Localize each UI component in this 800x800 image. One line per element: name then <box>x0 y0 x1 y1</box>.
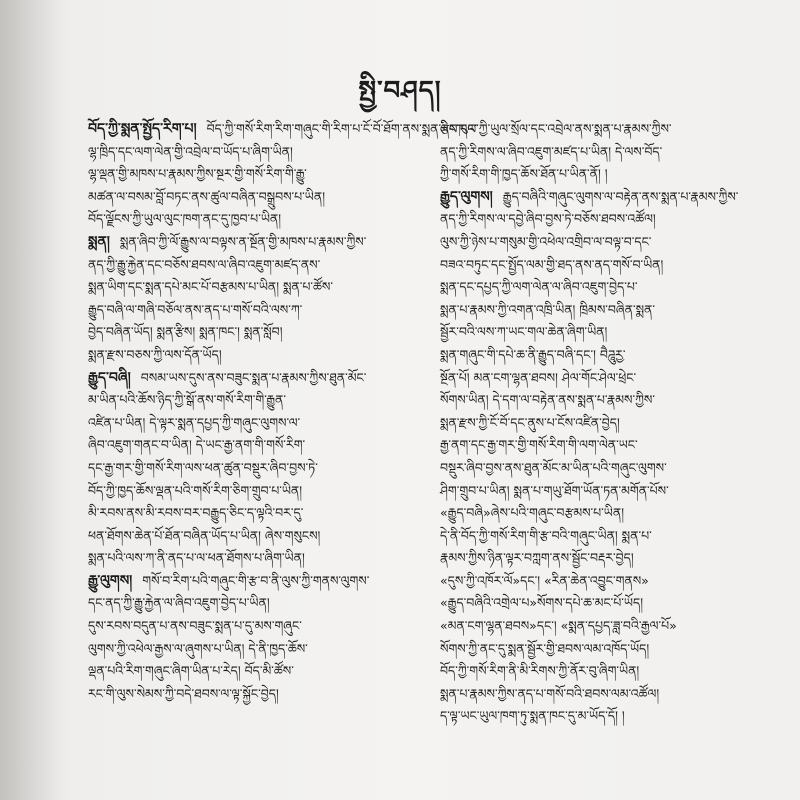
text-line: «རྒྱུད་བཞིའི་འགྲེལ་པ»སོགས་དཔེ་ཆ་མང་པོ་ཡོད། <box>440 595 644 611</box>
text-line: སོགས་ཡིན། དེ་དག་ལ་བརྟེན་ནས་སྨན་པ་རྣམས་ཀྱིས་ <box>440 392 655 408</box>
text-line: སྨན་རྫས་ཀྱི་ངོ་བོ་དང་ནུས་པ་ངོས་འཛིན་བྱེད། <box>440 414 620 430</box>
text-line: ནད་ཀྱི་རྒྱུ་རྐྱེན་དང་བཅོས་ཐབས་ལ་ཞིབ་འཇུག་མཛད་ནས་ <box>88 256 321 272</box>
text-line: ཤིག་གྲུབ་པ་ཡིན། སྨན་པ་གཡུ་ཐོག་ཡོན་ཏན་མགོན་པོས་ <box>440 482 669 498</box>
text-line: སྨན་དང་དཔྱད་ཀྱི་ལག་ལེན་ལ་ཞིབ་འཇུག་བྱེད་པ་ <box>440 279 638 295</box>
text-line: «དུས་ཀྱི་འཁོར་ལོ»དང་། «རིན་ཆེན་འབྱུང་གནས» <box>440 572 649 588</box>
section-heading: རྒྱུད་ལུགས། <box>440 188 493 205</box>
text-line: ལྷ་ལྡན་གྱི་མཁས་པ་རྣམས་ཀྱིས་སྔར་གྱི་གསོ་རིག་གི་རྒྱུ་ <box>88 166 307 182</box>
section-heading: རྒྱུ་ལུགས། <box>88 572 133 589</box>
text-line: སྦྱོར་བའི་ལས་ཀ་ཡང་གལ་ཆེན་ཞིག་ཡིན། <box>440 324 608 340</box>
section-heading: སྨན། <box>88 233 110 250</box>
text-line: ནད་ཀྱི་རིགས་ལ་དབྱེ་ཞིབ་བྱས་ཏེ་བཅོས་ཐབས་འཚོལ། <box>440 211 656 227</box>
text-line: བོད་ཀྱི་སྨན་སྤྱོད་རིག་པ། བོད་ཀྱི་གསོ་རིག་རིག་གཞུང་གི་རིག་པ་ངོ་བོ་ཐོག་ནས་སྨན་རྩིས་དང་ <box>88 121 478 137</box>
text-line: སྔོན་པོ། མན་ངག་ལྷན་ཐབས། ཤེལ་གོང་ཤེལ་ཕྲེང་ <box>440 369 637 385</box>
right-column <box>440 118 780 788</box>
text-line: ཞིང་ཁུལ་ཀྱི་ཡུལ་སྲོལ་དང་འབྲེལ་ནས་སྨན་པ་རྣམས་ཀྱིས་ <box>440 121 672 136</box>
text-line: རྒྱུད་བཞི་ལ་གཞི་བཅོལ་ནས་ནད་པ་གསོ་བའི་ལས་ཀ་ <box>88 301 303 317</box>
text-line: «རྒྱུད་བཞི»ཞེས་པའི་གཞུང་བརྩམས་པ་ཡིན། <box>440 505 624 521</box>
text-line: ལུས་ཀྱི་ཉེས་པ་གསུམ་གྱི་འཕེལ་འགྲིབ་ལ་བལྟ་བ་དང་ <box>440 233 652 249</box>
text-line: བྱེད་བཞིན་ཡོད། སྨན་རྩིས། སྨན་ཁང་། སྨན་སློབ། <box>88 324 283 340</box>
text-line: ཞིབ་འཇུག་གནང་བ་ཡིན། དེ་ཡང་རྒྱ་ནག་གི་གསོ་རིག་ <box>88 437 306 453</box>
text-line: རྒྱུ་ལུགས། གསོ་བ་རིག་པའི་གཞུང་གི་རྩ་བ་ནི་ལུས་ཀྱི་གནས་ལུགས་ <box>88 572 370 589</box>
text-line: ད་ལྟ་ཡང་ཡུལ་ཁག་ཏུ་སྨན་ཁང་དུ་མ་ཡོད་དོ། ། <box>440 708 625 724</box>
text-line: རྣམས་ཀྱིས་ཉིན་ལྟར་བཀླག་ནས་སྦྱོང་བརྡར་བྱེད། <box>440 550 634 566</box>
text-line: སྨན་ཡིག་དང་སྨན་དཔེ་མང་པོ་བརྩམས་པ་ཡིན། སྨན་པ་ཚོས་ <box>88 279 333 295</box>
text-line: རྒྱ་ནག་དང་རྒྱ་གར་གྱི་གསོ་རིག་གི་ལག་ལེན་ཡང་ <box>440 437 638 453</box>
text-line: དུས་རབས་བདུན་པ་ནས་བཟུང་སྨན་པ་དུ་མས་གཞུང་ <box>88 618 302 634</box>
text-line: སྨན་པའི་ལས་ཀ་ནི་ནད་པ་ལ་ཕན་ཐོགས་པ་ཞིག་ཡིན། <box>88 550 305 566</box>
text-line: ལུགས་ཀྱི་འཕེལ་རྒྱས་ལ་ཞུགས་པ་ཡིན། དེ་ནི་ཁྱད་ཆོས་ <box>88 640 308 656</box>
text-line: བོད་ཀྱི་ཁྱད་ཆོས་ལྡན་པའི་གསོ་རིག་ཅིག་གྲུབ་པ་ཡིན། <box>88 482 303 498</box>
text-line: «མན་ངག་ལྷན་ཐབས»དང་། «སྨན་དཔྱད་ཟླ་བའི་རྒྱལ་པོ» <box>440 618 677 634</box>
text-line: མི་རབས་ནས་མི་རབས་བར་བརྒྱུད་ཅིང་ད་ལྟའི་བར་དུ་ <box>88 505 304 521</box>
text-line: རྒྱུད་བཞི། བསམ་ཡས་དུས་ནས་བཟུང་སྨན་པ་རྣམས་ཀྱིས་ཐུན་མོང་ <box>88 369 367 386</box>
text-line: བོད་ལྗོངས་ཀྱི་ཡུལ་ལུང་ཁག་ནང་དུ་ཁྱབ་པ་ཡིན། <box>88 211 281 227</box>
text-line: ནད་ཀྱི་རིགས་ལ་ཞིབ་འཇུག་མཛད་པ་ཡིན། དེ་ལས་བོད་ <box>440 143 663 159</box>
text-line: མཚན་ལ་བསམ་བློ་བཏང་ནས་ཚུལ་བཞིན་བསྒྲུབས་པ་ཡིན། <box>88 188 325 204</box>
text-line: སོགས་ཀྱི་ནང་དུ་སྨན་སྦྱོར་གྱི་ཐབས་ལམ་འཁོད་ཡོད། <box>440 640 650 656</box>
text-line: རང་གི་ལུས་སེམས་ཀྱི་བདེ་ཐབས་ལ་ལྟ་སྐྱོང་བྱེད། <box>88 685 279 701</box>
section-heading: རྒྱུད་བཞི། <box>88 369 131 386</box>
text-line: དང་ནད་ཀྱི་རྒྱུ་རྐྱེན་ལ་ཞིབ་འཇུག་བྱེད་པ་ཡིན། <box>88 595 270 611</box>
text-line: བོད་ཀྱི་གསོ་རིག་ནི་མི་རིགས་ཀྱི་ནོར་བུ་ཞིག་ཡིན། <box>440 663 640 679</box>
text-line: དེ་ནི་བོད་ཀྱི་གསོ་རིག་གི་རྩ་བའི་གཞུང་ཡིན། སྨན་པ་ <box>440 527 652 543</box>
text-line: རྒྱུད་ལུགས། རྒྱུད་བཞིའི་གཞུང་ལུགས་ལ་བརྟེན་ནས་སྨན་པ་རྣམས་ཀྱིས་ <box>440 188 739 205</box>
text-line: ལྷ་ཁྲིད་དང་ལག་ལེན་གྱི་འབྲེལ་བ་ཡོད་པ་ཞིག་ཡིན། <box>88 143 293 159</box>
page-title: སྤྱི་བཤད། <box>358 76 442 106</box>
text-line: མ་ཡིན་པའི་ཆོས་ཉིད་ཀྱི་སྒོ་ནས་གསོ་རིག་གི་རྒྱུན་ <box>88 392 286 408</box>
text-line: བསྡུར་ཞིབ་བྱས་ནས་ཐུན་མོང་མ་ཡིན་པའི་གཞུང་ལུགས་ <box>440 459 667 475</box>
text-line: ལྡན་པའི་རིག་གཞུང་ཞིག་ཡིན་པ་རེད། བོད་མི་ཚོས་ <box>88 663 294 679</box>
text-line: སྨན་གཞུང་གི་དཔེ་ཆ་ནི་རྒྱུད་བཞི་དང་། བཻཌཱུརྱ་ <box>440 346 626 362</box>
text-line: ཀྱི་གསོ་རིག་གི་ཁྱད་ཆོས་ཐོན་པ་ཡིན་ནོ། ། <box>440 166 608 182</box>
text-line: འཛིན་པ་ཡིན། དེ་ལྟར་སྨན་དཔྱད་ཀྱི་གཞུང་ལུགས་ལ་ <box>88 414 301 430</box>
text-line: དང་རྒྱ་གར་གྱི་གསོ་རིག་ལས་ཕན་ཚུན་བསྡུར་ཞིབ་བྱས་ཏེ་ <box>88 459 318 475</box>
text-line: སྨན། སྨན་ཞིབ་ཀྱི་ལོ་རྒྱུས་ལ་བལྟས་ན་སྔོན་གྱི་མཁས་པ་རྣམས་ཀྱིས་ <box>88 233 367 250</box>
text-line: ཕན་ཐོགས་ཆེན་པོ་ཐོན་བཞིན་ཡོད་པ་ཡིན། ཞེས་གསུངས། <box>88 527 321 543</box>
text-line: སྨན་པ་རྣམས་ཀྱིས་ནད་པ་གསོ་བའི་ཐབས་ལམ་འཚོལ། <box>440 685 660 701</box>
text-line: བཟའ་བཏུང་དང་སྤྱོད་ལམ་གྱི་ཐད་ནས་ནད་གསོ་བ་ཡིན། <box>440 256 664 272</box>
text-line: སྨན་རྫས་བཅས་ཀྱི་ལས་དོན་ཡོད། <box>88 346 222 362</box>
section-heading: བོད་ཀྱི་སྨན་སྤྱོད་རིག་པ། <box>88 121 197 137</box>
text-line: སྨན་པ་རྣམས་ཀྱི་འགན་འཁྲི་ཡིན། ཁྲིམས་བཞིན་སྨན་ <box>440 301 656 317</box>
